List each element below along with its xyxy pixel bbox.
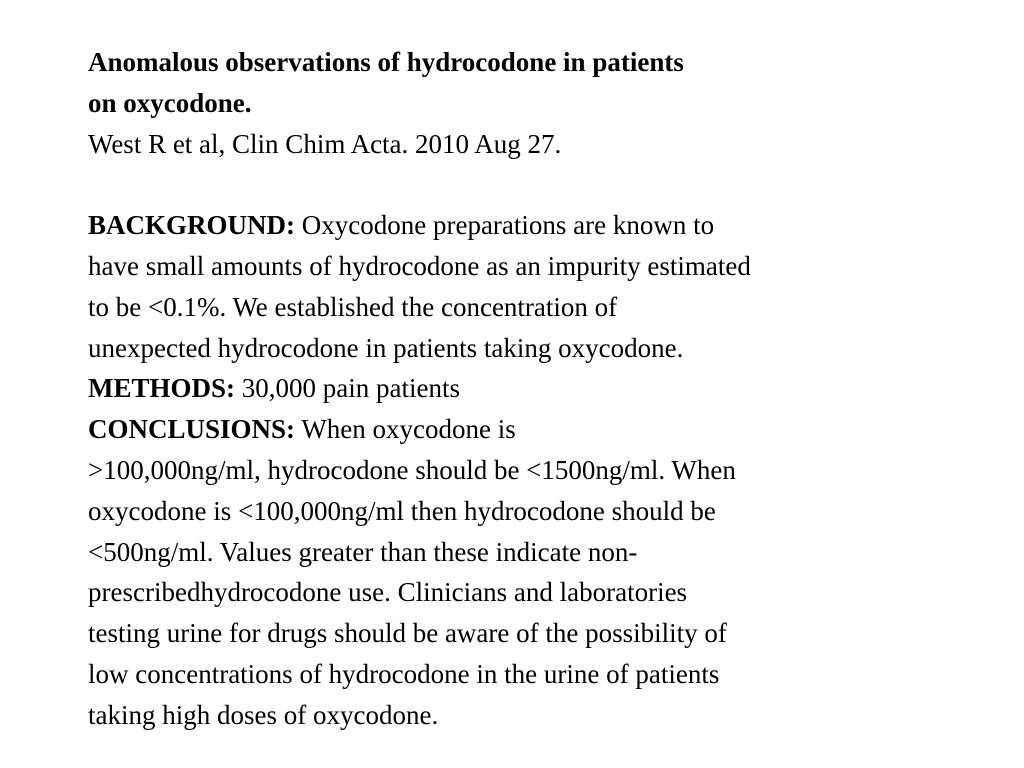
background-text-2: have small amounts of hydrocodone as an impurity estimated xyxy=(88,250,751,281)
conclusions-text-2: >100,000ng/ml, hydrocodone should be <1500ng/ml. When xyxy=(88,454,736,485)
background-section xyxy=(88,205,948,368)
citation: West R et al, Clin Chim Acta. 2010 Aug 27. xyxy=(88,128,562,159)
slide-content xyxy=(88,42,948,736)
title-block xyxy=(88,42,948,124)
conclusions-text-8: taking high doses of oxycodone. xyxy=(88,699,439,730)
conclusions-text-4: <500ng/ml. Values greater than these indicate non- xyxy=(88,536,638,567)
section-spacer xyxy=(88,164,948,205)
title-line-2: on oxycodone. xyxy=(88,87,252,118)
conclusions-text-7: low concentrations of hydrocodone in the urine of patients xyxy=(88,658,720,689)
background-text-3: to be <0.1%. We established the concentration of xyxy=(88,291,618,322)
conclusions-line-1 xyxy=(88,409,948,450)
conclusions-text-3: oxycodone is <100,000ng/ml then hydrocodone should be xyxy=(88,495,716,526)
methods-text: 30,000 pain patients xyxy=(241,373,460,404)
methods-line xyxy=(88,368,948,409)
conclusions-text-6: testing urine for drugs should be aware of the possibility of xyxy=(88,618,727,649)
background-line-1 xyxy=(88,205,948,246)
background-label: BACKGROUND: xyxy=(88,210,295,241)
methods-label: METHODS: xyxy=(88,373,236,404)
methods-section xyxy=(88,368,948,409)
conclusions-text-5: prescribedhydrocodone use. Clinicians and laboratories xyxy=(88,577,688,608)
conclusions-text-1: When oxycodone is xyxy=(301,414,516,445)
background-text-1: Oxycodone preparations are known to xyxy=(301,210,715,241)
background-text-4: unexpected hydrocodone in patients taking oxycodone. xyxy=(88,332,684,363)
conclusions-section xyxy=(88,409,948,735)
conclusions-label: CONCLUSIONS: xyxy=(88,414,296,445)
title-line-1: Anomalous observations of hydrocodone in patients xyxy=(88,47,684,77)
